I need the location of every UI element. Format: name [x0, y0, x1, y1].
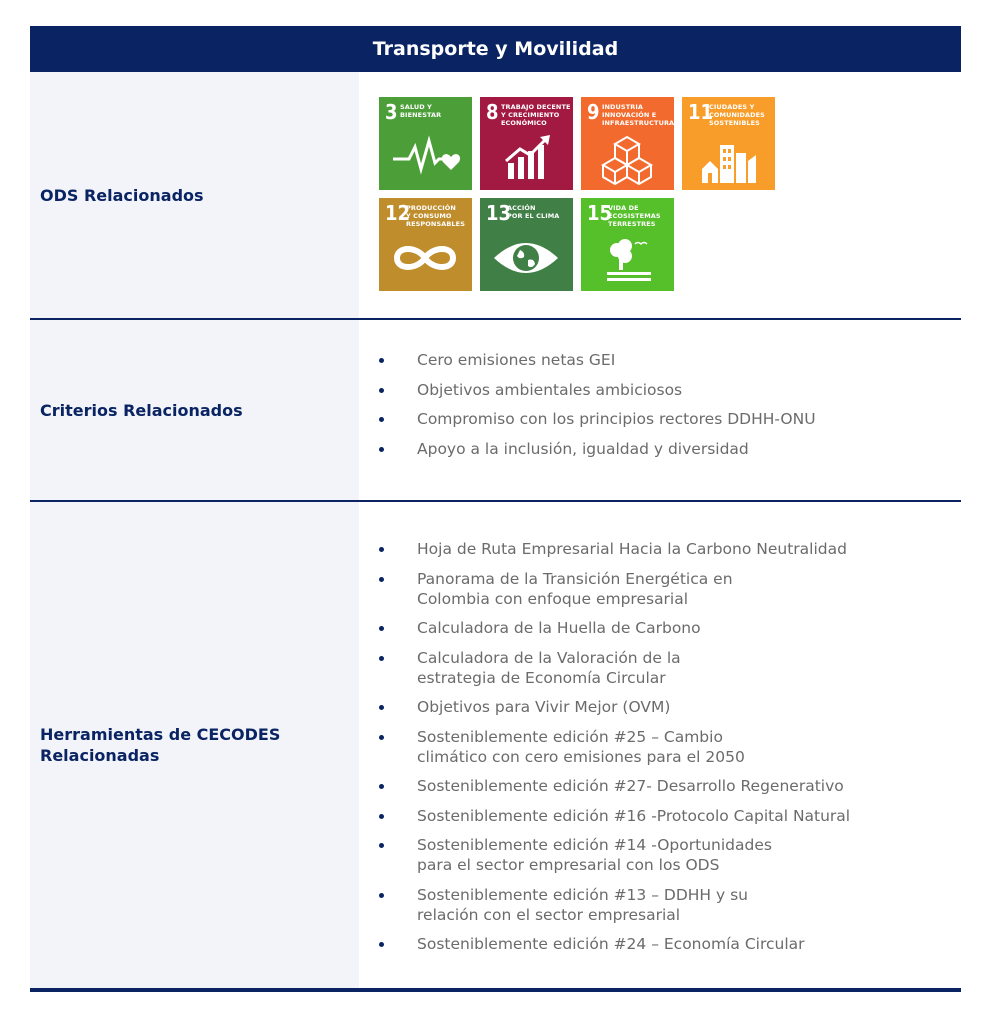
- bullet-dot: [379, 814, 384, 819]
- sdg-title: [709, 103, 765, 127]
- herramienta-item: [379, 835, 850, 875]
- bullet-dot: [379, 388, 384, 393]
- herramientas-list: [379, 539, 850, 964]
- bullet-dot: [379, 417, 384, 422]
- herramienta-item: [379, 776, 850, 796]
- herramienta-item: [379, 539, 850, 559]
- bullet-dot: [379, 942, 384, 947]
- criterios-list: [379, 350, 816, 468]
- bullet-dot: [379, 843, 384, 848]
- sdg-title: [400, 103, 441, 119]
- sdg-title-line: SALUD Y: [400, 103, 432, 111]
- criterios-row: [30, 320, 961, 502]
- herramienta-item: [379, 727, 850, 767]
- bullet-dot: [379, 447, 384, 452]
- bullet-dot: [379, 656, 384, 661]
- sdg-title: [406, 204, 465, 228]
- herramienta-item-text: Sosteniblemente edición #25 – Cambio: [417, 727, 723, 746]
- herramienta-item-text: Calculadora de la Huella de Carbono: [417, 619, 701, 637]
- sdg-title-line: INFRAESTRUCTURA: [602, 119, 674, 127]
- sdg-title-line: PRODUCCIÓN: [406, 204, 456, 212]
- sdg-title: [602, 103, 674, 127]
- sdg-title-line: INNOVACIÓN E: [602, 111, 657, 119]
- sdg-title-line: CIUDADES Y: [709, 103, 755, 111]
- herramienta-item: [379, 885, 850, 925]
- bullet-dot: [379, 735, 384, 740]
- herramienta-item-text: Objetivos para Vivir Mejor (OVM): [417, 698, 671, 716]
- herramientas-row: [30, 502, 961, 992]
- sdg-number: 15: [587, 201, 613, 225]
- sdg-tile-8: [480, 97, 573, 190]
- sdg-number: 11: [688, 100, 714, 124]
- sdg-title-line: VIDA DE: [608, 204, 639, 212]
- sdg-tile-13: [480, 198, 573, 291]
- sdg-number: 13: [486, 201, 512, 225]
- sdg-title: [507, 204, 559, 220]
- sdg-title-line: TERRESTRES: [608, 220, 656, 228]
- bullet-dot: [379, 577, 384, 582]
- criterio-item: [379, 380, 816, 400]
- herramienta-item-text: Sosteniblemente edición #16 -Protocolo Capital Natural: [417, 806, 851, 825]
- sdg-title-line: ACCIÓN: [507, 204, 536, 212]
- sdg-tile-15: [581, 198, 674, 291]
- sdg-tile-12: [379, 198, 472, 291]
- herramienta-item-text: Sosteniblemente edición #27- Desarrollo Regenerativo: [417, 777, 844, 795]
- sdg-number: 12: [385, 201, 411, 225]
- bullet-dot: [379, 626, 384, 631]
- criterio-item-text: Cero emisiones netas GEI: [417, 351, 616, 369]
- sdg-title-line: Y CRECIMIENTO: [501, 111, 560, 119]
- sdg-tile-9: [581, 97, 674, 190]
- sdg-number: 9: [587, 100, 600, 124]
- sdg-tile-11: [682, 97, 775, 190]
- herramienta-item-text: Sosteniblemente edición #14 -Oportunidades: [417, 836, 772, 854]
- herramienta-item: [379, 618, 850, 638]
- ods-row: [30, 72, 961, 320]
- sdg-title-line: INDUSTRIA: [602, 103, 644, 111]
- herramientas-content: [359, 502, 961, 988]
- sdg-tile-3: [379, 97, 472, 190]
- criterio-item: [379, 409, 816, 429]
- herramienta-item-text: Sosteniblemente edición #13 – DDHH y su: [417, 885, 748, 904]
- criterio-item-text: Objetivos ambientales ambiciosos: [417, 380, 683, 399]
- table-title: Transporte y Movilidad: [372, 38, 619, 60]
- herramienta-item-text: Sosteniblemente edición #24 – Economía Circular: [417, 935, 805, 953]
- herramienta-item-text: Panorama de la Transición Energética en: [417, 569, 733, 588]
- sdg-title-line: POR EL CLIMA: [507, 212, 560, 220]
- herramientas-label-line: Relacionadas: [40, 746, 160, 765]
- herramienta-item-text: para el sector empresarial con los ODS: [417, 856, 720, 874]
- sdg-title-line: SOSTENIBLES: [709, 119, 760, 127]
- herramienta-item-text: relación con el sector empresarial: [417, 905, 681, 924]
- criterios-content: [359, 320, 961, 500]
- criterios-label: Criterios Relacionados: [30, 320, 359, 500]
- sdg-title: [608, 204, 661, 228]
- herramienta-item-text: Calculadora de la Valoración de la: [417, 648, 681, 667]
- sdg-number: 8: [486, 100, 499, 124]
- bullet-dot: [379, 705, 384, 710]
- criterio-item-text: Apoyo a la inclusión, igualdad y diversidad: [417, 439, 749, 458]
- criterio-item: [379, 439, 816, 459]
- bullet-dot: [379, 547, 384, 552]
- herramienta-item-text: Hoja de Ruta Empresarial Hacia la Carbono Neutralidad: [417, 540, 847, 558]
- bullet-dot: [379, 358, 384, 363]
- herramienta-item: [379, 697, 850, 717]
- herramienta-item-text: Colombia con enfoque empresarial: [417, 589, 689, 608]
- sdg-title-line: COMUNIDADES: [709, 111, 765, 119]
- herramienta-item: [379, 806, 850, 826]
- sdg-title-line: BIENESTAR: [400, 111, 442, 119]
- herramienta-item: [379, 648, 850, 688]
- sdg-title-line: ECOSISTEMAS: [608, 212, 661, 220]
- transport-table: [30, 26, 961, 992]
- ods-content: [359, 72, 961, 318]
- sdg-title: [501, 103, 571, 127]
- herramientas-label: [30, 502, 359, 988]
- ods-label: ODS Relacionados: [30, 72, 359, 318]
- herramienta-item: [379, 934, 850, 954]
- herramientas-label-line: Herramientas de CECODES: [40, 725, 281, 744]
- herramienta-item-text: climático con cero emisiones para el 2050: [417, 747, 745, 766]
- sdg-title-line: Y CONSUMO: [406, 212, 452, 220]
- criterio-item: [379, 350, 816, 370]
- sdg-title-line: TRABAJO DECENTE: [501, 103, 571, 111]
- sdg-number: 3: [385, 100, 398, 124]
- table-header: [30, 26, 961, 72]
- criterio-item-text: Compromiso con los principios rectores DDHH-ONU: [417, 410, 816, 428]
- herramienta-item-text: estrategia de Economía Circular: [417, 668, 666, 687]
- bullet-dot: [379, 784, 384, 789]
- sdg-title-line: ECONÓMICO: [501, 119, 547, 127]
- herramienta-item: [379, 569, 850, 609]
- sdg-grid: [379, 97, 775, 291]
- sdg-title-line: RESPONSABLES: [406, 220, 465, 228]
- bullet-dot: [379, 893, 384, 898]
